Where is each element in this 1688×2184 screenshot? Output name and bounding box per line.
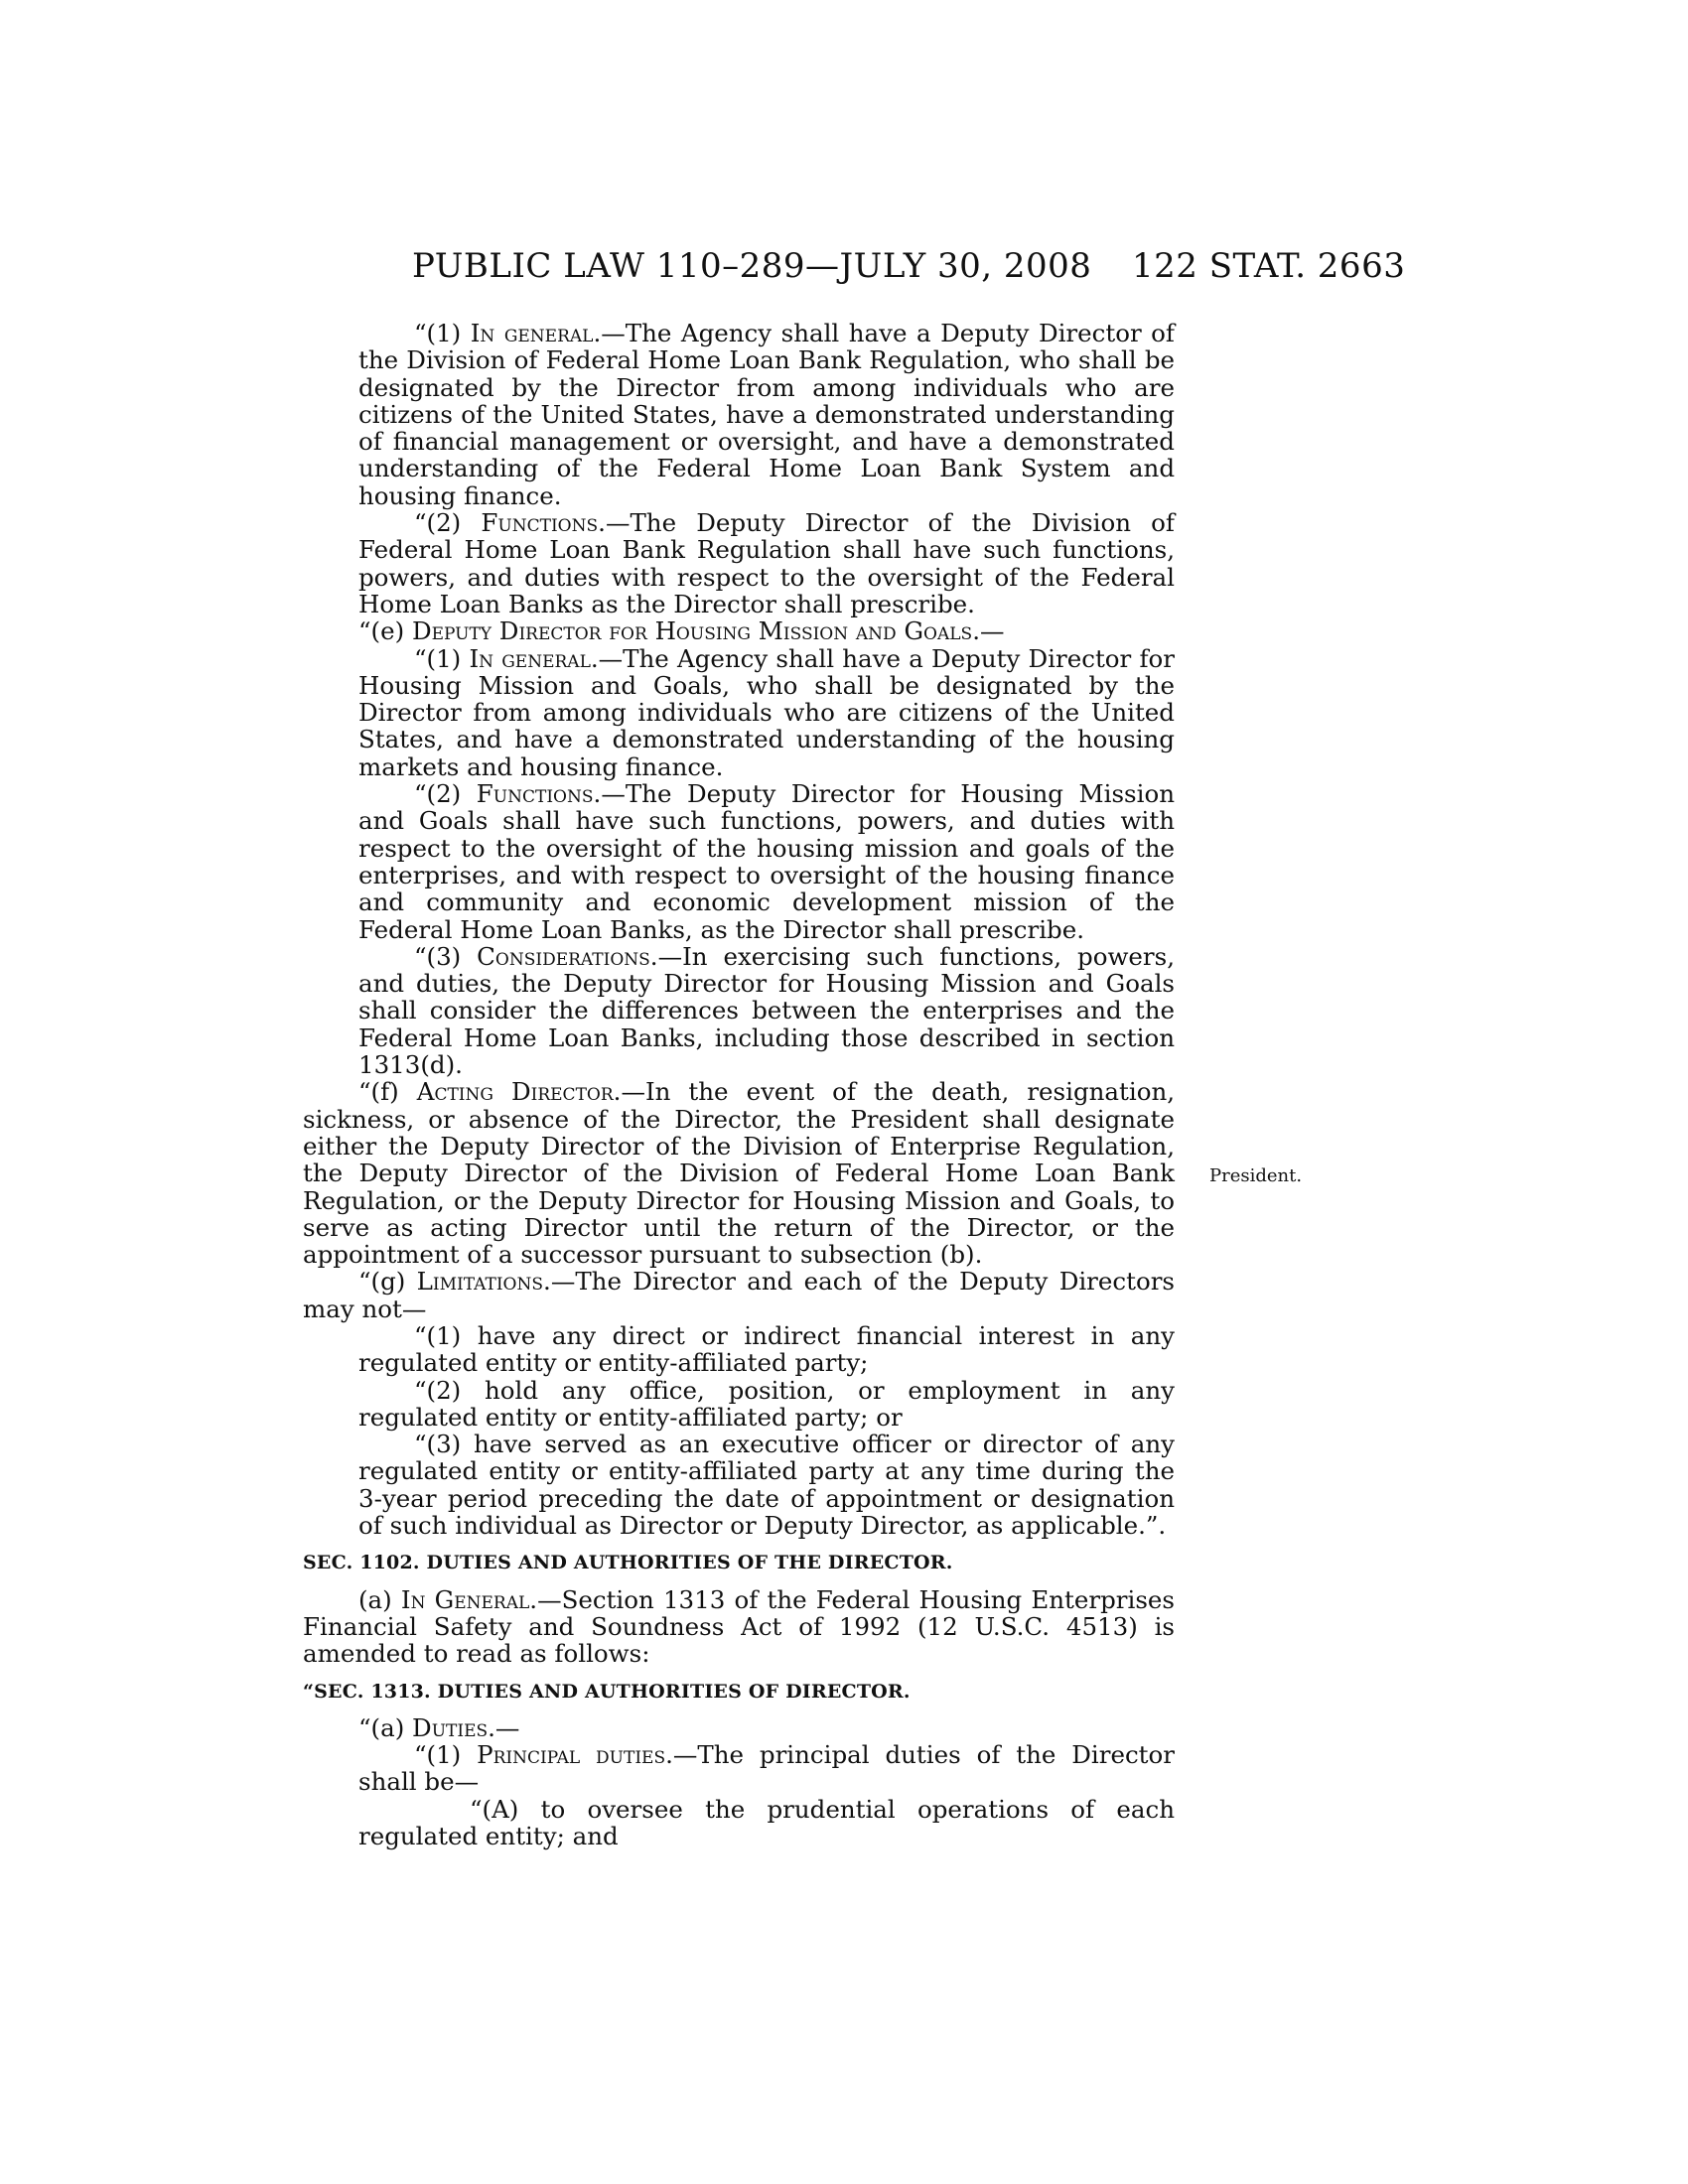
paragraph-1313-a-duties: “(a) Duties.— [358, 1712, 520, 1742]
paragraph-1313-a1-principal-duties: “(1) Principal duties.—The principal duties of the Director shall be— [358, 1740, 1175, 1797]
paragraph-e-heading: “(e) Deputy Director for Housing Mission and Goals.— [358, 616, 1005, 646]
paragraph-g3: “(3) have served as an executive officer or director of any regulated entity or entity-affiliated party at any time during the 3-year period preceding the date of appointment or designation of such individual as Director or Deputy Director, as applicable.”. [358, 1430, 1175, 1541]
paragraph-g-limitations: “(g) Limitations.—The Director and each of the Deputy Directors may not— [303, 1267, 1175, 1323]
paragraph-d2-functions: “(2) Functions.—The Deputy Director of the Division of Federal Home Loan Bank Regulation shall have such functions, powers, and duties with respect to the oversight of the Federal Home Loan Banks as the Director shall prescribe. [358, 508, 1175, 618]
paragraph-g2: “(2) hold any office, position, or employment in any regulated entity or entity-affiliated party; or [358, 1375, 1175, 1432]
margin-note: President. [1209, 1165, 1303, 1186]
paragraph-e1-general: “(1) In general.—The Agency shall have a Deputy Director for Housing Mission and Goals, who shall be designated by the Director from among individuals who are citizens of the United States, and have a demonstrated understanding of the housing markets and housing finance. [358, 643, 1175, 781]
paragraph-e2-functions: “(2) Functions.—The Deputy Director for Housing Mission and Goals shall have such functions, powers, and duties with respect to the oversight of the housing mission and goals of the enterprises, and with respect to oversight of the housing finance and community and economic development mission of the Federal Home Loan Banks, as the Director shall prescribe. [358, 779, 1175, 944]
paragraph-1313-a1-A: “(A) to oversee the prudential operations of each regulated entity; and [358, 1794, 1175, 1851]
document-body [303, 320, 1175, 1849]
section-1313-heading: “SEC. 1313. DUTIES AND AUTHORITIES OF DIRECTOR. [303, 1680, 911, 1703]
paragraph-d1-general: “(1) In general.—The Agency shall have a Deputy Director of the Division of Federal Home Loan Bank Regulation, who shall be designated by the Director from among individuals who are citizens of the United States, have a demonstrated understanding of financial management or oversight, and have a demonstrated understanding of the Federal Home Loan Bank System and housing finance. [358, 319, 1175, 510]
paragraph-e3-considerations: “(3) Considerations.—In exercising such functions, powers, and duties, the Deputy Director for Housing Mission and Goals shall consider the differences between the enterprises and the Federal Home Loan Banks, including those described in section 1313(d). [358, 941, 1175, 1080]
paragraph-f-acting-director: “(f) Acting Director.—In the event of the death, resignation, sickness, or absence of the Director, the President shall designate either the Deputy Director of the Division of Enterprise Regulation, the Deputy Director of the Division of Federal Home Loan Bank Regulation, or the Deputy Director for Housing Mission and Goals, to serve as acting Director until the return of the Director, or the appointment of a successor pursuant to subsection (b). [303, 1077, 1176, 1270]
page-stat-number: 122 STAT. 2663 [1132, 246, 1406, 286]
paragraph-1102-a: (a) In General.—Section 1313 of the Federal Housing Enterprises Financial Safety and Soundness Act of 1992 (12 U.S.C. 4513) is amended to read as follows: [303, 1584, 1175, 1669]
section-1102-heading: SEC. 1102. DUTIES AND AUTHORITIES OF THE DIRECTOR. [303, 1552, 953, 1574]
running-header-title: PUBLIC LAW 110–289—JULY 30, 2008 [412, 246, 1092, 286]
paragraph-g1: “(1) have any direct or indirect financial interest in any regulated entity or entity-affiliated party; [358, 1320, 1175, 1378]
